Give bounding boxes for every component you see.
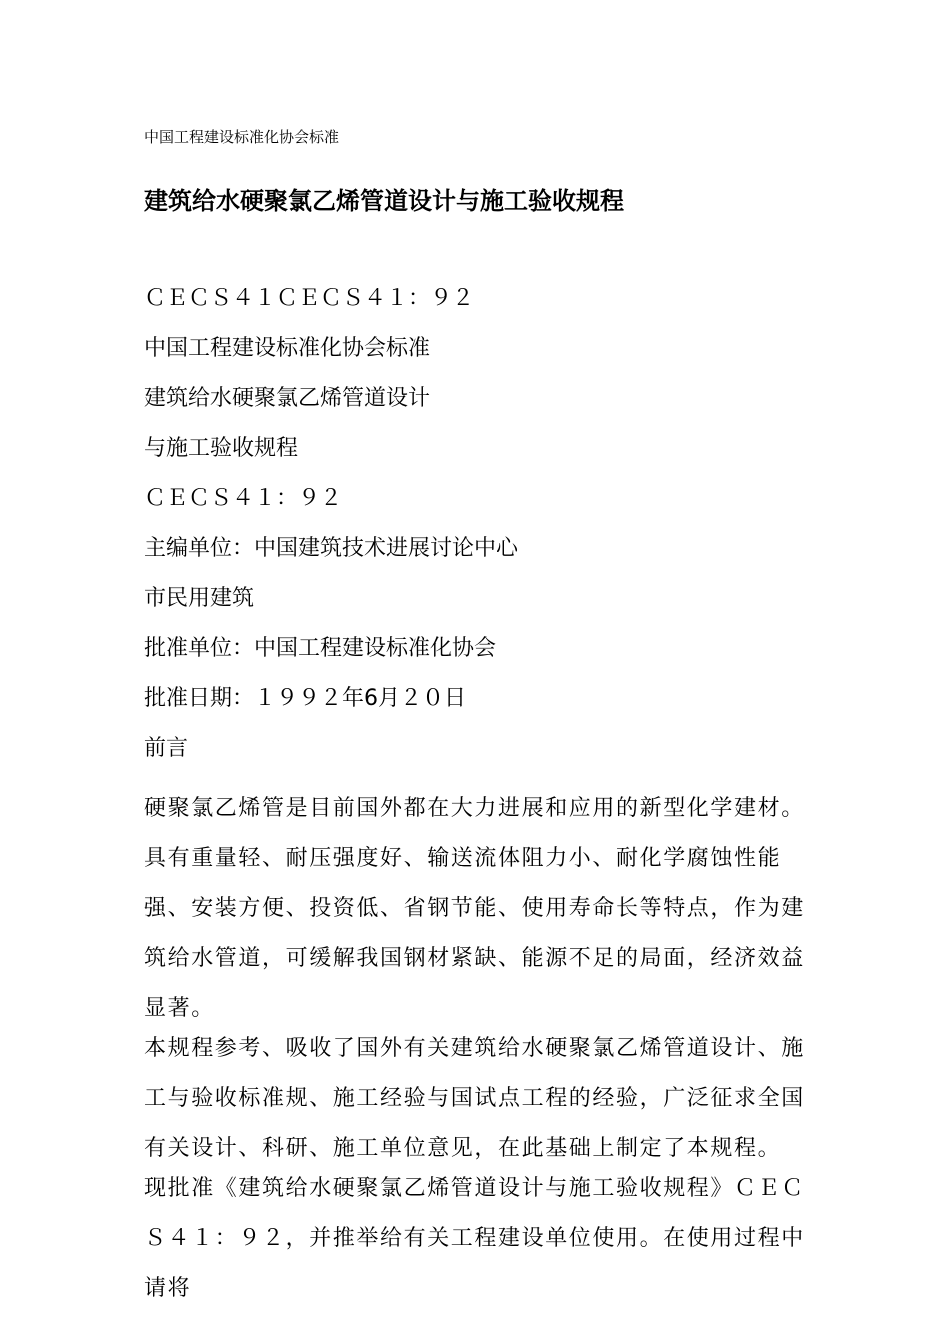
preface-paragraph-1: 硬聚氯乙烯管是目前国外都在大力进展和应用的新型化学建材。具有重量轻、耐压强度好、输送流体阻力小、耐化学腐蚀性能强、安装方便、投资低、省钢节能、使用寿命长等特点，作为建筑给水管道，可缓解我国钢材紧缺、能源不足的局面，经济效益显著。	[144, 796, 805, 1021]
preface-paragraph-3: 现批准《建筑给水硬聚氯乙烯管道设计与施工验收规程》ＣＥＣＳ４１：９２，并推举给有关工程建设单位使用。在使用过程中请将	[144, 1176, 805, 1301]
document-title: 建筑给水硬聚氯乙烯管道设计与施工验收规程	[144, 187, 624, 215]
title-line-1: 建筑给水硬聚氯乙烯管道设计	[144, 386, 431, 411]
approval-unit-line: 批准单位：中国工程建设标准化协会	[144, 636, 497, 661]
editor-unit-line: 主编单位：中国建筑技术进展讨论中心	[144, 536, 519, 561]
document-body	[144, 284, 808, 1314]
title-line-2: 与施工验收规程	[144, 436, 299, 461]
editor-unit-continuation: 市民用建筑	[144, 586, 255, 611]
approval-date-line: 批准日期：１９９２年6月２０日	[144, 686, 466, 711]
preface-paragraph-2: 本规程参考、吸收了国外有关建筑给水硬聚氯乙烯管道设计、施工与验收标准规、施工经验与国试点工程的经验，广泛征求全国有关设计、科研、施工单位意见，在此基础上制定了本规程。	[144, 1036, 805, 1161]
header-org-standard: 中国工程建设标准化协会标准	[144, 128, 340, 146]
org-standard-line: 中国工程建设标准化协会标准	[144, 336, 431, 361]
standard-code-line: ＣＥＣＳ４１ＣＥＣＳ４１：９２	[144, 286, 475, 311]
preface-heading: 前言	[144, 736, 189, 761]
code-line: ＣＥＣＳ４１：９２	[144, 486, 343, 511]
